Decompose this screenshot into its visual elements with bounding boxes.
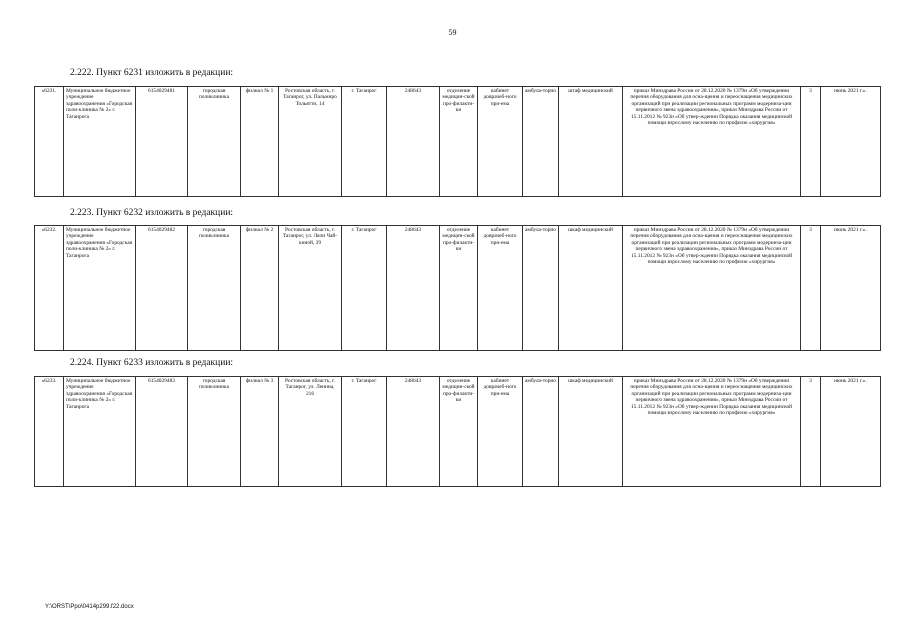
table-cell: Муниципальное бюджетное учреждение здравоохранения «Городская поли-клиника № 2» г. Таганрога: [64, 87, 136, 197]
table-cell: Ростовская область, г. Таганрог, ул. Ляли Чай-киной, 39: [279, 226, 342, 351]
section-heading: 2.224. Пункт 6233 изложить в редакции:: [70, 358, 234, 368]
table-cell: Муниципальное бюджетное учреждение здравоохранения «Городская поли-клиника № 2» г. Таганрога: [64, 226, 136, 351]
table-cell: г. Таганрог: [342, 87, 387, 197]
table-cell: шкаф медицинский: [559, 226, 623, 351]
table-cell: июнь 2021 г.».: [821, 377, 881, 487]
table-cell: «6232.: [35, 226, 64, 351]
footer-file-path: Y:\ORST\Ppo\0414p299.f22.docx: [45, 604, 134, 610]
registry-table: [34, 225, 881, 351]
table-cell: июнь 2021 г.».: [821, 226, 881, 351]
section-heading: 2.222. Пункт 6231 изложить в редакции:: [70, 68, 234, 78]
table-cell: 248643: [387, 377, 440, 487]
table-cell: отделение медицин-ской про-филакти-ки: [440, 377, 478, 487]
registry-table: [34, 376, 881, 487]
table-cell: кабинет доврачеб-ного при-ема: [478, 377, 523, 487]
table-cell: амбула-торно: [523, 377, 559, 487]
table-cell: городская поликлиника: [188, 87, 241, 197]
table-cell: приказ Минздрава России от 28.12.2020 № 1379н «Об утверждении перечня оборудования для осна-щения и переоснащения медицинских организаций при реализации региональных программ модерниза-ции первичного звена здравоохранения», приказ Минздрава России от 15.11.2012 № 923н «Об утвер-ждении Порядка оказания медицинской помощи взрослому населению по профилю «хирургия»: [623, 87, 801, 197]
table-cell: штаф медицинский: [559, 87, 623, 197]
registry-table: [34, 86, 881, 197]
table-cell: «6233.: [35, 377, 64, 487]
table-cell: приказ Минздрава России от 28.12.2020 № 1379н «Об утверждении перечня оборудования для осна-щения и переоснащения медицинских организаций при реализации региональных программ модерниза-ции первичного звена здравоохранения», приказ Минздрава России от 15.11.2012 № 923н «Об утвер-ждении Порядка оказания медицинской помощи взрослому населению по профилю «хирургия»: [623, 377, 801, 487]
table-cell: г. Таганрог: [342, 226, 387, 351]
table-cell: шкаф медицинский: [559, 377, 623, 487]
table-cell: городская поликлиника: [188, 226, 241, 351]
table-cell: отделение медицин-ской про-филакти-ки: [440, 87, 478, 197]
table-cell: 3: [801, 226, 821, 351]
table-cell: Ростовская область, г. Таганрог, ул. Пальмиро Тольятти, 14: [279, 87, 342, 197]
table-cell: «6231.: [35, 87, 64, 197]
table-cell: 6154029482: [136, 226, 188, 351]
table-cell: 248643: [387, 226, 440, 351]
table-cell: 3: [801, 87, 821, 197]
table-row: [35, 377, 881, 487]
table-cell: 3: [801, 377, 821, 487]
table-cell: филиал № 3: [241, 377, 279, 487]
table-cell: амбула-торно: [523, 87, 559, 197]
table-cell: городская поликлиника: [188, 377, 241, 487]
table-cell: 248643: [387, 87, 440, 197]
table-cell: июнь 2021 г.».: [821, 87, 881, 197]
table-cell: 6154029481: [136, 87, 188, 197]
page-number: 59: [448, 28, 457, 37]
table-cell: 6154029483: [136, 377, 188, 487]
table-cell: г. Таганрог: [342, 377, 387, 487]
table-cell: Ростовская область, г. Таганрог, ул. Ленина, 216: [279, 377, 342, 487]
table-cell: филиал № 1: [241, 87, 279, 197]
section-heading: 2.223. Пункт 6232 изложить в редакции:: [70, 208, 234, 218]
table-cell: приказ Минздрава России от 28.12.2020 № 1379н «Об утверждении перечня оборудования для осна-щения и переоснащения медицинских организаций при реализации региональных программ модерниза-ции первичного звена здравоохранения», приказ Минздрава России от 15.11.2012 № 923н «Об утвер-ждении Порядка оказания медицинской помощи взрослому населению по профилю «хирургия»: [623, 226, 801, 351]
table-cell: амбула-торно: [523, 226, 559, 351]
table-cell: Муниципальное бюджетное учреждение здравоохранения «Городская поли-клиника № 2» г. Таганрога: [64, 377, 136, 487]
table-row: [35, 87, 881, 197]
table-cell: кабинет доврачеб-ного при-ема: [478, 226, 523, 351]
table-cell: филиал № 2: [241, 226, 279, 351]
table-cell: кабинет доврачеб-ного при-ема: [478, 87, 523, 197]
table-row: [35, 226, 881, 351]
table-cell: отделение медицин-ской про-филакти-ки: [440, 226, 478, 351]
